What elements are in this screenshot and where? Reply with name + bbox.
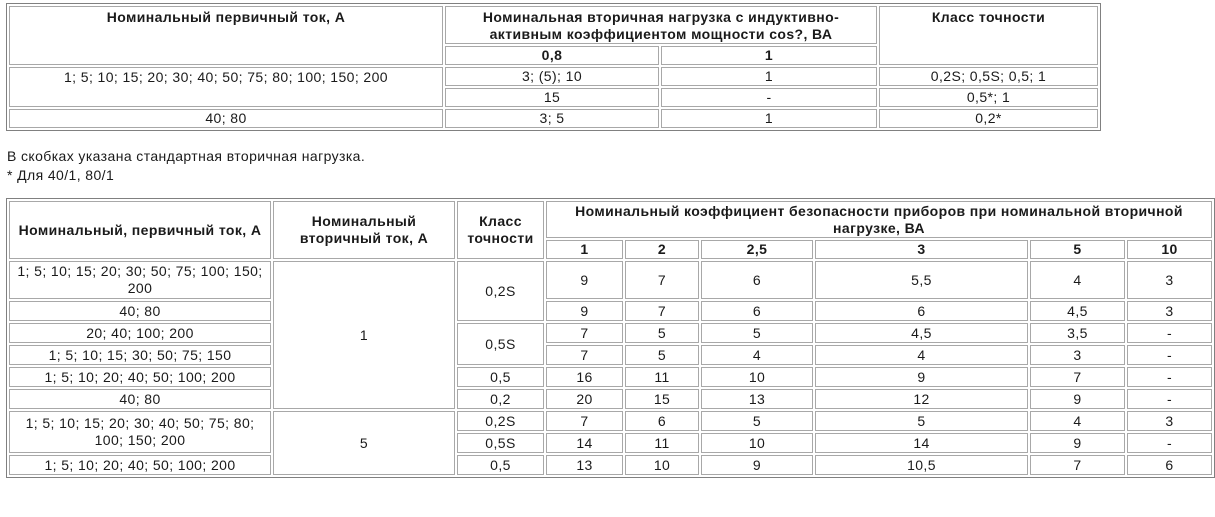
primary-current-cell: 40; 80 — [9, 389, 271, 409]
factor-cell: 3 — [1030, 345, 1125, 365]
header-primary-current: Номинальный, первичный ток, А — [9, 201, 271, 259]
header-load-2: 2 — [625, 240, 699, 259]
header-secondary-load: Номинальная вторичная нагрузка с индуктивно-активным коэффициентом мощности cos?, ВА — [445, 6, 877, 44]
primary-current-cell: 1; 5; 10; 20; 40; 50; 100; 200 — [9, 455, 271, 475]
accuracy-class-cell: 0,5S — [457, 433, 544, 453]
load-1-cell: 1 — [661, 109, 877, 128]
factor-cell: 4,5 — [1030, 301, 1125, 321]
factor-cell: 7 — [546, 345, 623, 365]
factor-cell: 13 — [546, 455, 623, 475]
factor-cell: 10 — [701, 367, 813, 387]
factor-cell: 14 — [815, 433, 1028, 453]
factor-cell: 7 — [1030, 367, 1125, 387]
factor-cell: 11 — [625, 367, 699, 387]
factor-cell: 9 — [1030, 433, 1125, 453]
factor-cell: 5,5 — [815, 261, 1028, 299]
factor-cell: 11 — [625, 433, 699, 453]
accuracy-class-cell: 0,5 — [457, 367, 544, 387]
factor-cell: 6 — [815, 301, 1028, 321]
factor-cell: 3 — [1127, 301, 1212, 321]
header-safety-factor: Номинальный коэффициент безопасности приборов при номинальной вторичной нагрузке, ВА — [546, 201, 1212, 238]
header-load-10: 10 — [1127, 240, 1212, 259]
primary-current-cell: 1; 5; 10; 15; 20; 30; 40; 50; 75; 80; 100; 150; 200 — [9, 411, 271, 453]
load-08-cell: 15 — [445, 88, 659, 107]
note-footnote: * Для 40/1, 80/1 — [7, 167, 115, 183]
load-08-cell: 3; (5); 10 — [445, 67, 659, 86]
secondary-current-cell: 1 — [273, 261, 455, 409]
header-load-1: 1 — [546, 240, 623, 259]
factor-cell: 5 — [701, 411, 813, 431]
factor-cell: 9 — [1030, 389, 1125, 409]
factor-cell: - — [1127, 433, 1212, 453]
table-row — [9, 67, 1098, 86]
accuracy-class-cell: 0,5S — [457, 323, 544, 365]
factor-cell: 3,5 — [1030, 323, 1125, 343]
table-row — [9, 345, 1212, 365]
safety-factor-table — [6, 198, 1215, 478]
factor-cell: 12 — [815, 389, 1028, 409]
factor-cell: 7 — [546, 411, 623, 431]
primary-current-cell: 40; 80 — [9, 109, 443, 128]
factor-cell: - — [1127, 367, 1212, 387]
factor-cell: 3 — [1127, 261, 1212, 299]
factor-cell: 4 — [1030, 411, 1125, 431]
header-accuracy-class: Класс точности — [879, 6, 1098, 65]
header-pf-0-8: 0,8 — [445, 46, 659, 65]
factor-cell: 4 — [815, 345, 1028, 365]
factor-cell: 4 — [701, 345, 813, 365]
accuracy-class-cell: 0,2S; 0,5S; 0,5; 1 — [879, 67, 1098, 86]
table-row — [9, 411, 1212, 431]
factor-cell: - — [1127, 323, 1212, 343]
table-row — [9, 389, 1212, 409]
note-standard-load: В скобках указана стандартная вторичная нагрузка. — [7, 148, 366, 164]
factor-cell: 9 — [546, 301, 623, 321]
factor-cell: 7 — [625, 301, 699, 321]
factor-cell: 10,5 — [815, 455, 1028, 475]
header-load-5: 5 — [1030, 240, 1125, 259]
accuracy-class-cell: 0,2* — [879, 109, 1098, 128]
factor-cell: 4,5 — [815, 323, 1028, 343]
table-row — [9, 367, 1212, 387]
primary-current-cell: 1; 5; 10; 15; 20; 30; 40; 50; 75; 80; 100; 150; 200 — [9, 67, 443, 107]
factor-cell: 3 — [1127, 411, 1212, 431]
factor-cell: 20 — [546, 389, 623, 409]
table-row — [9, 261, 1212, 299]
factor-cell: 13 — [701, 389, 813, 409]
factor-cell: 10 — [701, 433, 813, 453]
factor-cell: 7 — [546, 323, 623, 343]
header-load-3: 3 — [815, 240, 1028, 259]
primary-current-cell: 1; 5; 10; 15; 30; 50; 75; 150 — [9, 345, 271, 365]
factor-cell: - — [1127, 345, 1212, 365]
primary-current-cell: 20; 40; 100; 200 — [9, 323, 271, 343]
load-1-cell: 1 — [661, 67, 877, 86]
factor-cell: 6 — [701, 301, 813, 321]
factor-cell: 6 — [701, 261, 813, 299]
factor-cell: 5 — [815, 411, 1028, 431]
table-notes — [7, 147, 365, 185]
load-08-cell: 3; 5 — [445, 109, 659, 128]
factor-cell: - — [1127, 389, 1212, 409]
factor-cell: 9 — [815, 367, 1028, 387]
header-primary-current: Номинальный первичный ток, А — [9, 6, 443, 65]
factor-cell: 9 — [546, 261, 623, 299]
factor-cell: 10 — [625, 455, 699, 475]
table-row — [9, 109, 1098, 128]
factor-cell: 6 — [625, 411, 699, 431]
header-secondary-current: Номинальный вторичный ток, А — [273, 201, 455, 259]
factor-cell: 6 — [1127, 455, 1212, 475]
primary-current-cell: 1; 5; 10; 15; 20; 30; 50; 75; 100; 150; 200 — [9, 261, 271, 299]
factor-cell: 5 — [701, 323, 813, 343]
header-load-2-5: 2,5 — [701, 240, 813, 259]
header-pf-1: 1 — [661, 46, 877, 65]
factor-cell: 9 — [701, 455, 813, 475]
secondary-load-table — [6, 3, 1101, 131]
secondary-current-cell: 5 — [273, 411, 455, 475]
header-accuracy-class: Класс точности — [457, 201, 544, 259]
factor-cell: 7 — [1030, 455, 1125, 475]
load-1-cell: - — [661, 88, 877, 107]
factor-cell: 7 — [625, 261, 699, 299]
factor-cell: 5 — [625, 345, 699, 365]
factor-cell: 5 — [625, 323, 699, 343]
primary-current-cell: 1; 5; 10; 20; 40; 50; 100; 200 — [9, 367, 271, 387]
factor-cell: 15 — [625, 389, 699, 409]
table-row — [9, 301, 1212, 321]
accuracy-class-cell: 0,2S — [457, 261, 544, 321]
factor-cell: 14 — [546, 433, 623, 453]
accuracy-class-cell: 0,2S — [457, 411, 544, 431]
accuracy-class-cell: 0,5*; 1 — [879, 88, 1098, 107]
factor-cell: 4 — [1030, 261, 1125, 299]
factor-cell: 16 — [546, 367, 623, 387]
primary-current-cell: 40; 80 — [9, 301, 271, 321]
table-row — [9, 323, 1212, 343]
accuracy-class-cell: 0,2 — [457, 389, 544, 409]
table-row — [9, 455, 1212, 475]
accuracy-class-cell: 0,5 — [457, 455, 544, 475]
